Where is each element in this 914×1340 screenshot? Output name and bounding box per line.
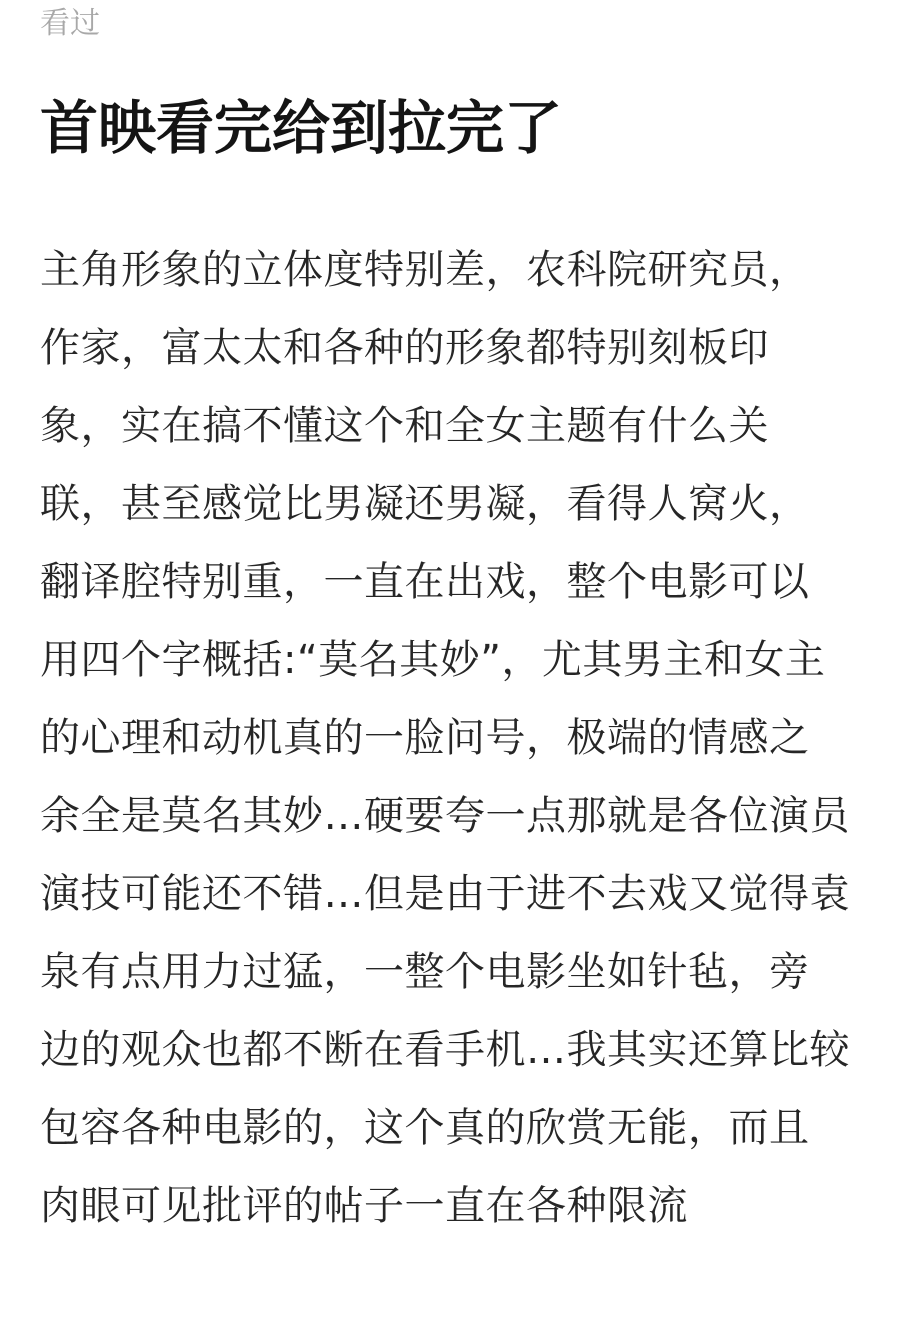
review-body-line: 主角形象的立体度特别差，农科院研究员， <box>40 247 810 293</box>
review-body-line: 包容各种电影的，这个真的欣赏无能，而且 <box>40 1105 810 1151</box>
review-body-line: 作家，富太太和各种的形象都特别刻板印 <box>40 325 769 371</box>
review-body <box>40 231 880 1245</box>
review-body-line: 肉眼可见批评的帖子一直在各种限流 <box>40 1183 688 1229</box>
review-body-line: 的心理和动机真的一脸问号，极端的情感之 <box>40 715 810 761</box>
watch-status-label: 看过 <box>40 6 100 41</box>
review-body-line: 象，实在搞不懂这个和全女主题有什么关 <box>40 403 769 449</box>
review-body-line: 演技可能还不错…但是由于进不去戏又觉得袁 <box>40 871 850 917</box>
review-body-line: 边的观众也都不断在看手机…我其实还算比较 <box>40 1027 850 1073</box>
review-body-line: 翻译腔特别重，一直在出戏，整个电影可以 <box>40 559 810 605</box>
review-title: 首映看完给到拉完了 <box>40 94 563 162</box>
review-body-line: 余全是莫名其妙…硬要夸一点那就是各位演员 <box>40 793 850 839</box>
review-body-line: 联，甚至感觉比男凝还男凝，看得人窝火， <box>40 481 810 527</box>
review-body-line: 泉有点用力过猛，一整个电影坐如针毡，旁 <box>40 949 810 995</box>
review-body-line: 用四个字概括:“莫名其妙”，尤其男主和女主 <box>40 637 826 683</box>
